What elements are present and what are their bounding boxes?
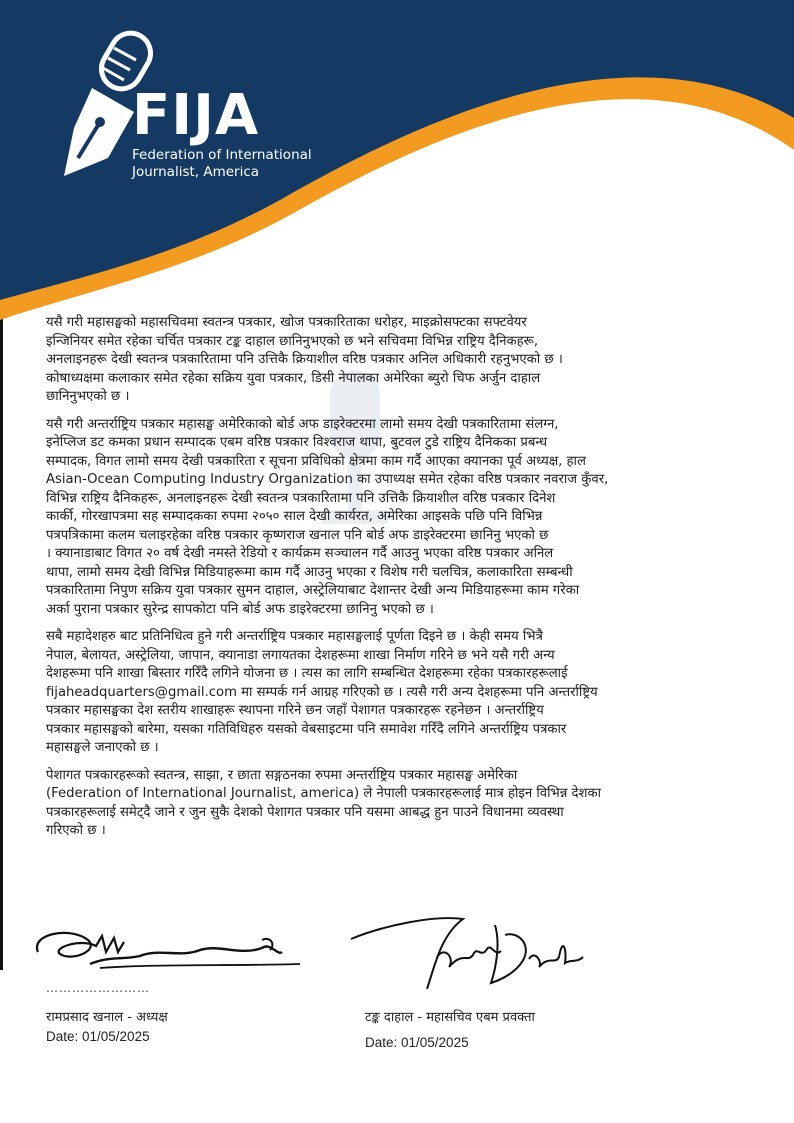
paragraph-4: पेशागत पत्रकारहरूको स्वतन्त्र, साझा, र छाता सङ्गठनका रुपमा अन्तर्राष्ट्रिय पत्रकार महासङ्घ अमेरिका (Federation of International Journalist, america) ले नेपाली पत्रकारहरूलाई मात्र होइन विभिन्न देशका पत्रकारहरूलाई समेट्दै जाने र जुन सुकै देशको पेशागत पत्रकार पनि यसमा आबद्ध हुन पाउने विधानमा व्यवस्था गरिएको छ । (46, 767, 602, 838)
signatory-left-date: Date: 01/05/2025 (46, 1029, 150, 1044)
signature-block-left (30, 912, 330, 982)
paragraph-3: सबै महादेशहरु बाट प्रतिनिधित्व हुने गरी अन्तर्राष्ट्रिय पत्रकार महासङ्घलाई पूर्णता दिइने छ । केही समय भित्रै नेपाल, बेलायत, अस्ट्रेलिया, जापान, क्यानाडा लगायतका देशहरूमा शाखा निर्माण गरिने छ भने यसै गरी अन्य देशहरूमा पनि शाखा बिस्तार गरिँदै लगिने योजना छ । त्यस का लागि सम्बन्धित देशहरूमा रहेका पत्रकारहरूलाई fijaheadquarters@gmail.com मा सम्पर्क गर्न आग्रह गरिएको छ । त्यसै गरी अन्य देशहरूमा पनि अन्तर्राष्ट्रिय पत्रकार महासङ्घका देश स्तरीय शाखाहरू स्थापना गरिने छन जहाँ पेशागत पत्रकारहरू रहनेछन । अन्तर्राष्ट्रिय पत्रकार महासङ्घको बारेमा, यसका गतिविधिहरु यसको वेबसाइटमा पनि समावेश गरिँदै लगिने अन्तर्राष्ट्रिय पत्रकार महासङ्घले जनाएको छ । (46, 629, 598, 755)
paragraph-2: यसै गरी अन्तर्राष्ट्रिय पत्रकार महासङ्घ अमेरिकाको बोर्ड अफ डाइरेक्टरमा लामो समय देखी पत्रकारितामा संलग्न, इनेप्लिज डट कमका प्रधान सम्पादक एबम वरिष्ठ पत्रकार विश्वराज थापा, बुटवल टुडे राष्ट्रिय दैनिकका प्रबन्ध सम्पादक, विगत लामो समय देखी पत्रकारिता र सूचना प्रविधिको क्षेत्रमा काम गर्दै आएका क्यानका पूर्व अध्यक्ष, हाल Asian-Ocean Computing Industry Organization का उपाध्यक्ष समेत रहेका वरिष्ठ पत्रकार नवराज कुँवर, विभिन्न राष्ट्रिय दैनिकहरू, अनलाइनहरू देखी स्वतन्त्र पत्रकारितामा पनि उत्तिकै क्रियाशील वरिष्ठ पत्रकार दिनेश कार्की, गोरखापत्रमा सह सम्पादकका रुपमा २०५० साल देखी कार्यरत, अमेरिका आइसके पछि पनि विभिन्न पत्रपत्रिकामा कलम चलाइरहेका वरिष्ठ पत्रकार कृष्णराज खनाल पनि बोर्ड अफ डाइरेक्टरमा छानिनु भएको छ । क्यानाडाबाट विगत २० वर्ष देखी नमस्ते रेडियो र कार्यक्रम सञ्चालन गर्दै आउनु भएका वरिष्ठ पत्रकार अनिल थापा, लामो समय देखी विभिन्न मिडियाहरूमा काम गर्दै आउनु भएका र विशेष गरी चलचित्र, कलाकारिता सम्बन्धी पत्रकारितामा निपुण सक्रिय युवा पत्रकार सुमन दाहाल, अस्ट्रेलियाबाट देशान्तर देखी अन्य मिडियाहरूमा काम गरेका अर्का पुराना पत्रकार सुरेन्द्र सापकोटा पनि बोर्ड अफ डाइरेक्टरमा छानिनु भएको छ । (46, 416, 609, 617)
brand-name: FIJA (132, 83, 260, 148)
signatory-right-date: Date: 01/05/2025 (365, 1035, 469, 1050)
signature-block-right (345, 905, 605, 995)
letter-body (46, 314, 762, 850)
handwritten-signature-left (30, 912, 330, 982)
signatory-right-name: टङ्क दाहाल - महासचिव एबम प्रवक्ता (365, 1010, 535, 1025)
handwritten-signature-right (345, 905, 605, 995)
paragraph-1: यसै गरी महासङ्घको महासचिवमा स्वतन्त्र पत्रकार, खोज पत्रकारिताका धरोहर, माइक्रोसफ्टका सफ्टवेयर इन्जिनियर समेत रहेका चर्चित पत्रकार टङ्क दाहाल छानिनुभएको छ भने सचिवमा विभिन्न राष्ट्रिय दैनिकहरू, अनलाइनहरू देखी स्वतन्त्र पत्रकारितामा पनि उत्तिकै क्रियाशील वरिष्ठ पत्रकार अनिल अधिकारी रहनुभएको छ । कोषाध्यक्षमा कलाकार समेत रहेका सक्रिय युवा पत्रकार, डिसी नेपालका अमेरिका ब्युरो चिफ अर्जुन दाहाल छानिनुभएको छ । (46, 315, 563, 404)
signatory-left-name: रामप्रसाद खनाल - अध्यक्ष (46, 1010, 168, 1025)
brand-subtitle (132, 147, 312, 181)
brand-subtitle-line-1: Federation of International (132, 147, 312, 163)
signature-line-dots: …………………… (46, 981, 150, 995)
brand-subtitle-line-2: Journalist, America (132, 164, 260, 180)
